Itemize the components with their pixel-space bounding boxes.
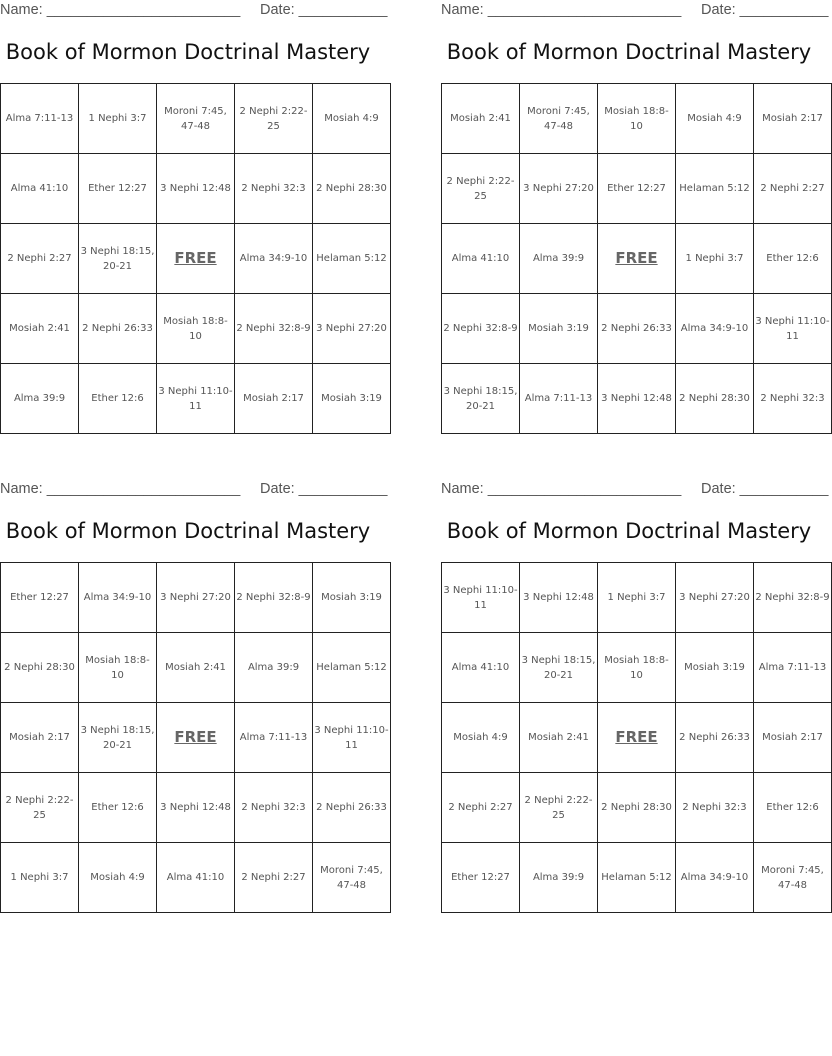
name-field-label: Name: ________________________ bbox=[0, 2, 241, 18]
bingo-cell: Ether 12:27 bbox=[1, 563, 79, 633]
bingo-cell: 2 Nephi 28:30 bbox=[313, 154, 391, 224]
bingo-cell: Mosiah 18:8-10 bbox=[79, 633, 157, 703]
bingo-cell: Alma 7:11-13 bbox=[235, 703, 313, 773]
name-field-label: Name: ________________________ bbox=[441, 2, 682, 18]
bingo-cell: 3 Nephi 18:15, 20-21 bbox=[520, 633, 598, 703]
bingo-cell: 3 Nephi 12:48 bbox=[157, 154, 235, 224]
bingo-row bbox=[1, 773, 391, 843]
bingo-cell: Helaman 5:12 bbox=[313, 224, 391, 294]
bingo-cell: Alma 41:10 bbox=[1, 154, 79, 224]
bingo-row bbox=[1, 703, 391, 773]
bingo-cell: Mosiah 3:19 bbox=[313, 364, 391, 434]
free-space: FREE bbox=[598, 224, 676, 294]
bingo-cell: 2 Nephi 32:3 bbox=[235, 773, 313, 843]
bingo-cell: 3 Nephi 18:15, 20-21 bbox=[442, 364, 520, 434]
bingo-cell: 2 Nephi 26:33 bbox=[676, 703, 754, 773]
bingo-cell: 3 Nephi 11:10-11 bbox=[157, 364, 235, 434]
bingo-cell: Ether 12:6 bbox=[754, 224, 832, 294]
bingo-cell: Alma 41:10 bbox=[442, 633, 520, 703]
bingo-cell: Alma 7:11-13 bbox=[754, 633, 832, 703]
bingo-row bbox=[442, 294, 832, 364]
bingo-cell: 3 Nephi 27:20 bbox=[520, 154, 598, 224]
bingo-cell: Mosiah 3:19 bbox=[313, 563, 391, 633]
bingo-grid bbox=[441, 83, 832, 434]
bingo-cell: Alma 34:9-10 bbox=[79, 563, 157, 633]
bingo-row bbox=[1, 84, 391, 154]
name-date-row bbox=[0, 0, 388, 22]
bingo-cell: 2 Nephi 32:8-9 bbox=[235, 563, 313, 633]
bingo-cell: 2 Nephi 2:22-25 bbox=[1, 773, 79, 843]
bingo-cell: Ether 12:27 bbox=[598, 154, 676, 224]
bingo-grid bbox=[0, 562, 391, 913]
name-date-row bbox=[441, 479, 829, 501]
bingo-cell: Alma 41:10 bbox=[442, 224, 520, 294]
bingo-cell: 2 Nephi 32:3 bbox=[235, 154, 313, 224]
bingo-cell: Mosiah 4:9 bbox=[442, 703, 520, 773]
bingo-cell: Alma 39:9 bbox=[1, 364, 79, 434]
card-title: Book of Mormon Doctrinal Mastery bbox=[5, 519, 371, 543]
name-date-row bbox=[441, 0, 829, 22]
bingo-cell: Ether 12:27 bbox=[442, 843, 520, 913]
bingo-row bbox=[442, 843, 832, 913]
date-field-label: Date: ___________ bbox=[701, 481, 829, 497]
bingo-cell: Alma 34:9-10 bbox=[676, 843, 754, 913]
bingo-cell: 2 Nephi 32:8-9 bbox=[235, 294, 313, 364]
bingo-row bbox=[442, 563, 832, 633]
name-field-label: Name: ________________________ bbox=[0, 481, 241, 497]
bingo-cell: 3 Nephi 11:10-11 bbox=[313, 703, 391, 773]
bingo-cell: 2 Nephi 26:33 bbox=[313, 773, 391, 843]
bingo-cell: 3 Nephi 11:10-11 bbox=[442, 563, 520, 633]
bingo-cell: Mosiah 2:17 bbox=[235, 364, 313, 434]
bingo-cell: Mosiah 4:9 bbox=[79, 843, 157, 913]
bingo-cell: Ether 12:6 bbox=[79, 773, 157, 843]
bingo-cell: 2 Nephi 32:3 bbox=[754, 364, 832, 434]
bingo-cell: Mosiah 4:9 bbox=[313, 84, 391, 154]
bingo-cell: 2 Nephi 28:30 bbox=[676, 364, 754, 434]
bingo-row bbox=[1, 224, 391, 294]
bingo-card-2 bbox=[441, 0, 830, 436]
card-title: Book of Mormon Doctrinal Mastery bbox=[446, 40, 812, 64]
bingo-cell: Helaman 5:12 bbox=[598, 843, 676, 913]
bingo-cell: Mosiah 2:41 bbox=[442, 84, 520, 154]
bingo-cell: 1 Nephi 3:7 bbox=[79, 84, 157, 154]
bingo-cell: 3 Nephi 12:48 bbox=[598, 364, 676, 434]
bingo-cell: Mosiah 18:8-10 bbox=[598, 633, 676, 703]
bingo-row bbox=[1, 364, 391, 434]
bingo-row bbox=[1, 843, 391, 913]
bingo-cell: 3 Nephi 12:48 bbox=[157, 773, 235, 843]
bingo-cell: Mosiah 2:41 bbox=[520, 703, 598, 773]
bingo-cell: Alma 34:9-10 bbox=[676, 294, 754, 364]
bingo-row bbox=[442, 703, 832, 773]
bingo-cell: Alma 39:9 bbox=[235, 633, 313, 703]
bingo-cell: Ether 12:6 bbox=[79, 364, 157, 434]
bingo-cell: Alma 7:11-13 bbox=[1, 84, 79, 154]
bingo-cell: 2 Nephi 2:22-25 bbox=[235, 84, 313, 154]
bingo-cell: Mosiah 2:17 bbox=[754, 84, 832, 154]
bingo-cell: 3 Nephi 27:20 bbox=[676, 563, 754, 633]
bingo-cell: 2 Nephi 2:27 bbox=[1, 224, 79, 294]
bingo-cell: Mosiah 18:8-10 bbox=[598, 84, 676, 154]
bingo-cell: 1 Nephi 3:7 bbox=[676, 224, 754, 294]
bingo-cell: 2 Nephi 28:30 bbox=[1, 633, 79, 703]
bingo-row bbox=[442, 773, 832, 843]
date-field-label: Date: ___________ bbox=[260, 2, 388, 18]
bingo-card-1 bbox=[0, 0, 388, 436]
bingo-cell: 2 Nephi 2:27 bbox=[442, 773, 520, 843]
bingo-cell: 2 Nephi 2:22-25 bbox=[520, 773, 598, 843]
date-field-label: Date: ___________ bbox=[701, 2, 829, 18]
bingo-cell: 2 Nephi 2:27 bbox=[754, 154, 832, 224]
bingo-cell: Moroni 7:45, 47-48 bbox=[313, 843, 391, 913]
bingo-cell: 2 Nephi 26:33 bbox=[79, 294, 157, 364]
bingo-cell: 2 Nephi 26:33 bbox=[598, 294, 676, 364]
bingo-cell: 3 Nephi 11:10-11 bbox=[754, 294, 832, 364]
bingo-cell: 3 Nephi 12:48 bbox=[520, 563, 598, 633]
bingo-cell: 1 Nephi 3:7 bbox=[598, 563, 676, 633]
bingo-cell: 3 Nephi 27:20 bbox=[313, 294, 391, 364]
name-field-label: Name: ________________________ bbox=[441, 481, 682, 497]
bingo-cell: Helaman 5:12 bbox=[676, 154, 754, 224]
name-date-row bbox=[0, 479, 388, 501]
bingo-row bbox=[1, 294, 391, 364]
bingo-cell: Mosiah 2:17 bbox=[1, 703, 79, 773]
bingo-cell: Alma 34:9-10 bbox=[235, 224, 313, 294]
bingo-cell: Alma 39:9 bbox=[520, 843, 598, 913]
bingo-cell: 2 Nephi 28:30 bbox=[598, 773, 676, 843]
bingo-cell: 2 Nephi 2:22-25 bbox=[442, 154, 520, 224]
bingo-cell: Mosiah 18:8-10 bbox=[157, 294, 235, 364]
bingo-cell: Mosiah 3:19 bbox=[676, 633, 754, 703]
bingo-cell: Alma 41:10 bbox=[157, 843, 235, 913]
bingo-grid bbox=[0, 83, 391, 434]
bingo-cell: 3 Nephi 18:15, 20-21 bbox=[79, 703, 157, 773]
bingo-cell: Moroni 7:45, 47-48 bbox=[754, 843, 832, 913]
bingo-cell: Mosiah 2:17 bbox=[754, 703, 832, 773]
card-title: Book of Mormon Doctrinal Mastery bbox=[5, 40, 371, 64]
bingo-row bbox=[442, 84, 832, 154]
free-space: FREE bbox=[598, 703, 676, 773]
bingo-row bbox=[442, 364, 832, 434]
date-field-label: Date: ___________ bbox=[260, 481, 388, 497]
bingo-cell: Mosiah 3:19 bbox=[520, 294, 598, 364]
bingo-cell: 3 Nephi 27:20 bbox=[157, 563, 235, 633]
bingo-cell: Mosiah 2:41 bbox=[157, 633, 235, 703]
bingo-row bbox=[442, 154, 832, 224]
bingo-cell: 2 Nephi 2:27 bbox=[235, 843, 313, 913]
bingo-card-3 bbox=[0, 479, 389, 915]
bingo-card-4 bbox=[441, 479, 830, 915]
bingo-cell: Alma 7:11-13 bbox=[520, 364, 598, 434]
bingo-cell: Moroni 7:45, 47-48 bbox=[157, 84, 235, 154]
free-space: FREE bbox=[157, 224, 235, 294]
bingo-cell: 2 Nephi 32:8-9 bbox=[754, 563, 832, 633]
bingo-cell: 2 Nephi 32:8-9 bbox=[442, 294, 520, 364]
bingo-row bbox=[442, 224, 832, 294]
bingo-cell: 2 Nephi 32:3 bbox=[676, 773, 754, 843]
bingo-row bbox=[442, 633, 832, 703]
bingo-cell: Helaman 5:12 bbox=[313, 633, 391, 703]
bingo-cell: Alma 39:9 bbox=[520, 224, 598, 294]
bingo-cell: Ether 12:6 bbox=[754, 773, 832, 843]
card-title: Book of Mormon Doctrinal Mastery bbox=[446, 519, 812, 543]
bingo-cell: Moroni 7:45, 47-48 bbox=[520, 84, 598, 154]
bingo-cell: 1 Nephi 3:7 bbox=[1, 843, 79, 913]
bingo-row bbox=[1, 154, 391, 224]
bingo-cell: Mosiah 4:9 bbox=[676, 84, 754, 154]
bingo-row bbox=[1, 633, 391, 703]
bingo-grid bbox=[441, 562, 832, 913]
bingo-cell: Mosiah 2:41 bbox=[1, 294, 79, 364]
bingo-row bbox=[1, 563, 391, 633]
free-space: FREE bbox=[157, 703, 235, 773]
bingo-cell: Ether 12:27 bbox=[79, 154, 157, 224]
bingo-cell: 3 Nephi 18:15, 20-21 bbox=[79, 224, 157, 294]
